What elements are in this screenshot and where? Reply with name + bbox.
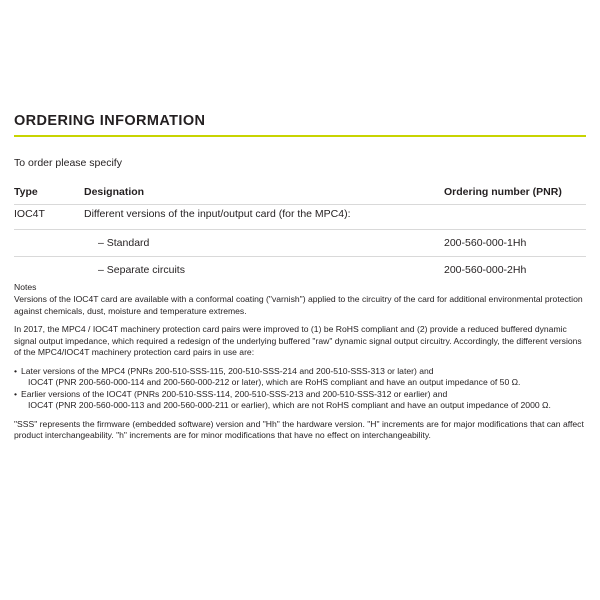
title-divider [14, 135, 586, 137]
cell-type [14, 230, 84, 257]
cell-pnr [444, 205, 586, 230]
table-row [14, 205, 586, 230]
notes-label: Notes [14, 282, 37, 292]
bullet-line-1: Earlier versions of the IOC4T (PNRs 200-510-SSS-114, 200-510-SSS-213 and 200-510-SSS-312 or earlier) and [21, 388, 448, 399]
notes-paragraph-2: In 2017, the MPC4 / IOC4T machinery protection card pairs were improved to (1) be RoHS compliant and (2) provide a reduced buffered dynamic signal output impedance, which required a redesign of the underlying buffered "raw" dynamic signal output circuitry. Accordingly, the different versions of the MPC4/IOC4T machinery protection card pairs in use are: [14, 324, 582, 358]
cell-designation-text: – Separate circuits [98, 264, 185, 276]
cell-pnr: 200-560-000-1Hh [444, 237, 527, 249]
cell-designation [84, 257, 444, 284]
ordering-table [14, 186, 586, 283]
cell-type [14, 257, 84, 284]
intro-text: To order please specify [14, 157, 122, 169]
column-header-designation: Designation [84, 186, 145, 198]
bullet-line-2: IOC4T (PNR 200-560-000-113 and 200-560-000-211 or earlier), which are not RoHS compliant and have an output impedance of 2000 Ω. [28, 400, 551, 411]
bullet-line-2: IOC4T (PNR 200-560-000-114 and 200-560-000-212 or later), which are RoHS compliant and have an output impedance of 50 Ω. [28, 377, 521, 388]
bullet-line-1: Later versions of the MPC4 (PNRs 200-510-SSS-115, 200-510-SSS-214 and 200-510-SSS-313 or later) and [21, 365, 434, 376]
notes-paragraph-3: "SSS" represents the firmware (embedded software) version and "Hh" the hardware version. "H" increments are for major modifications that can affect product interchangeability. "h" increments are for minor modifications that have no effect on interchangeability. [14, 418, 584, 441]
table-row [14, 257, 586, 284]
cell-designation: Different versions of the input/output card (for the MPC4): [84, 208, 351, 220]
column-header-type: Type [14, 186, 38, 198]
column-header-pnr: Ordering number (PNR) [444, 186, 562, 198]
notes-paragraph-1: Versions of the IOC4T card are available with a conformal coating ("varnish") applied to the circuitry of the card for additional environmental protection against chemicals, dust, moisture and temperature extremes. [14, 294, 583, 316]
table-header-row [14, 186, 586, 205]
page-title: ORDERING INFORMATION [14, 113, 206, 129]
cell-designation-text: – Standard [98, 237, 150, 249]
table-row [14, 230, 586, 257]
notes-bullet-list [14, 366, 590, 412]
list-item [14, 366, 590, 389]
list-item [14, 389, 590, 412]
cell-pnr: 200-560-000-2Hh [444, 264, 527, 276]
cell-type: IOC4T [14, 208, 45, 220]
cell-designation [84, 230, 444, 257]
notes-section [14, 282, 590, 442]
